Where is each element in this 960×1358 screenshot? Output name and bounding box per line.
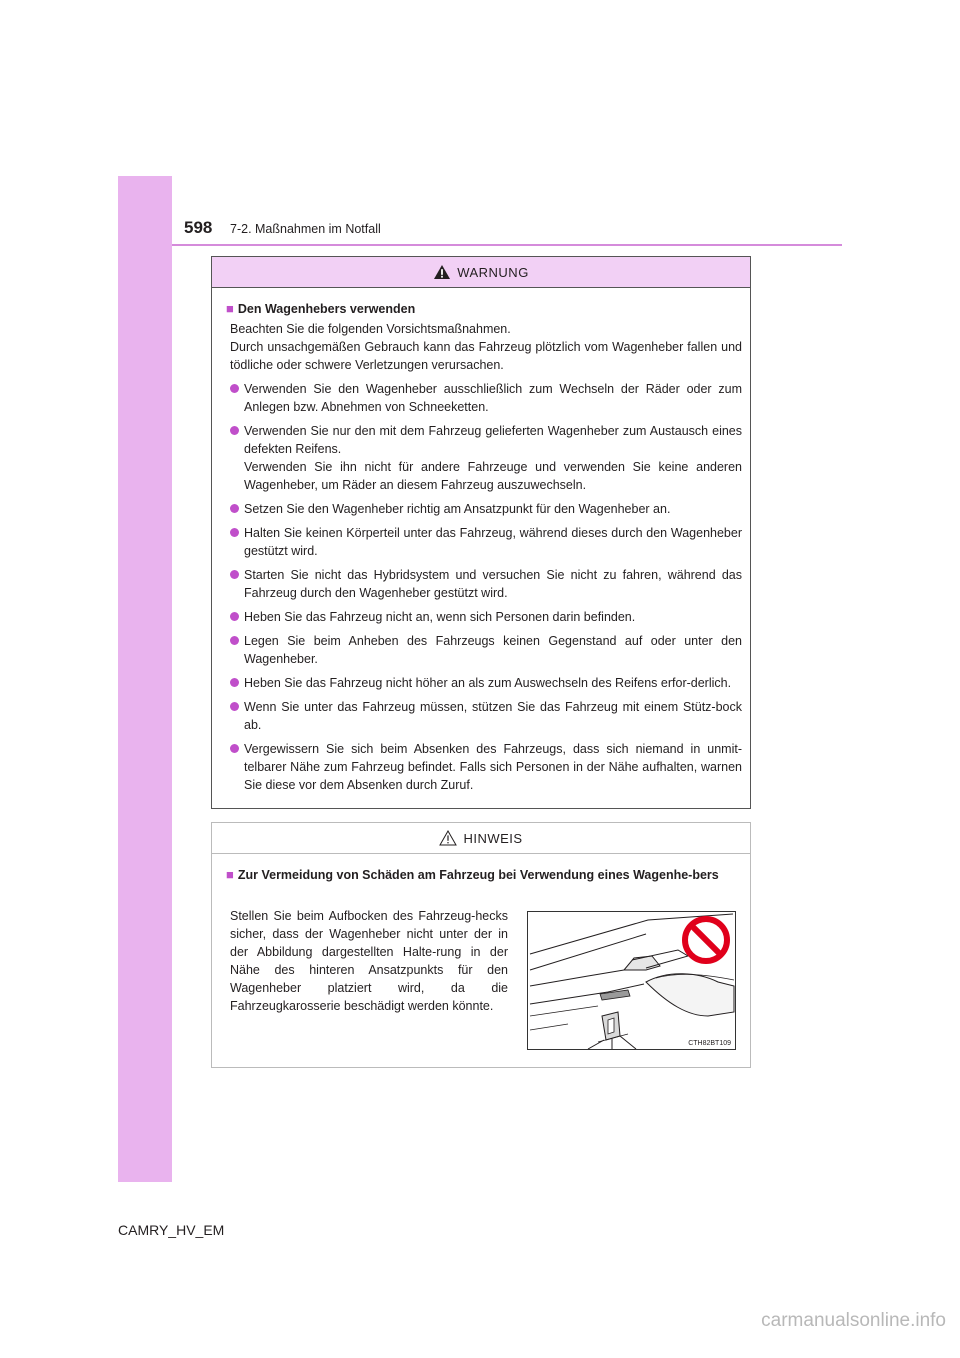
- notice-headline-text: Zur Vermeidung von Schäden am Fahrzeug bei Verwendung eines Wagenhe-bers: [237, 868, 719, 882]
- notice-title: HINWEIS: [463, 830, 523, 846]
- list-item-text: Wenn Sie unter das Fahrzeug müssen, stützen Sie das Fahrzeug mit einem Stütz-bock ab.: [244, 700, 742, 732]
- list-item-text: Verwenden Sie ihn nicht für andere Fahrzeuge und verwenden Sie keine anderen Wagenheber, um Räder an diesem Fahrzeug auszuwechseln.: [244, 460, 742, 492]
- figure-code: CTH82BT109: [688, 1040, 731, 1047]
- warning-intro-line: Durch unsachgemäßen Gebrauch kann das Fahrzeug plötzlich vom Wagenheber fallen und tödliche oder schwere Verletzungen verursachen.: [230, 340, 742, 372]
- bullet-dot-icon: [230, 612, 239, 621]
- list-item: [230, 608, 742, 626]
- vehicle-underbody-drawing: [528, 912, 735, 1049]
- list-item-text: Heben Sie das Fahrzeug nicht höher an als zum Auswechseln des Reifens erfor-derlich.: [244, 676, 732, 690]
- caution-triangle-icon: [439, 830, 457, 846]
- list-item-text: Verwenden Sie den Wagenheber ausschließlich zum Wechseln der Räder oder zum Anlegen bzw. Abnehmen von Schneeketten.: [244, 382, 742, 414]
- square-bullet-icon: ■: [226, 301, 234, 316]
- warning-header: [212, 257, 750, 288]
- list-item: [230, 380, 742, 416]
- warning-headline-text: Den Wagenhebers verwenden: [237, 302, 416, 316]
- list-item: [230, 740, 742, 794]
- prohibition-sign-icon: [685, 919, 727, 961]
- chapter-sidebar-tab: [118, 176, 172, 1182]
- list-item-text: Setzen Sie den Wagenheber richtig am Ansatzpunkt für den Wagenheber an.: [244, 502, 671, 516]
- notice-text: Stellen Sie beim Aufbocken des Fahrzeug-hecks sicher, dass der Wagenheber nicht unter der in der Abbildung dargestellten Halte-rung in der Nähe des hinteren Ansatzpunkts für den Wagenheber platziert wird, da die Fahrzeugkarosserie beschädigt werden könnte.: [230, 909, 508, 1013]
- warning-body: [212, 288, 750, 794]
- bullet-dot-icon: [230, 504, 239, 513]
- bullet-dot-icon: [230, 702, 239, 711]
- square-bullet-icon: ■: [226, 867, 234, 882]
- notice-body: [212, 854, 750, 884]
- warning-box: [211, 256, 751, 809]
- list-item: [230, 524, 742, 560]
- bullet-dot-icon: [230, 636, 239, 645]
- header-rule: [172, 244, 842, 246]
- list-item-text: Legen Sie beim Anheben des Fahrzeugs keinen Gegenstand auf oder unter den Wagenheber.: [244, 634, 742, 666]
- bullet-dot-icon: [230, 426, 239, 435]
- list-item-text: Halten Sie keinen Körperteil unter das Fahrzeug, während dieses durch den Wagenheber gestützt wird.: [244, 526, 742, 558]
- list-item: [230, 698, 742, 734]
- section-title: 7-2. Maßnahmen im Notfall: [230, 222, 381, 236]
- warning-title: WARNUNG: [457, 264, 529, 280]
- list-item-text: Vergewissern Sie sich beim Absenken des Fahrzeugs, dass sich niemand in unmit-telbarer Nähe zum Fahrzeug befindet. Falls sich Personen in der Nähe aufhalten, warnen Sie diese vor dem Absenken durch Zuruf.: [244, 742, 742, 792]
- list-item: [230, 500, 742, 518]
- watermark: carmanualsonline.info: [761, 1310, 946, 1331]
- bullet-dot-icon: [230, 570, 239, 579]
- warning-triangle-icon: [433, 264, 451, 280]
- list-item: [230, 674, 742, 692]
- list-item-text: Heben Sie das Fahrzeug nicht an, wenn sich Personen darin befinden.: [244, 610, 636, 624]
- warning-intro-line: Beachten Sie die folgenden Vorsichtsmaßnahmen.: [230, 322, 511, 336]
- bullet-dot-icon: [230, 384, 239, 393]
- list-item: [230, 422, 742, 494]
- notice-headline: [226, 866, 742, 884]
- warning-bullet-list: [226, 380, 742, 794]
- bullet-dot-icon: [230, 744, 239, 753]
- page-number: 598: [184, 218, 213, 237]
- bullet-dot-icon: [230, 528, 239, 537]
- warning-intro: [226, 320, 742, 374]
- model-code: CAMRY_HV_EM: [118, 1222, 225, 1238]
- list-item-text: Verwenden Sie nur den mit dem Fahrzeug gelieferten Wagenheber zum Austausch eines defekten Reifens.: [244, 424, 742, 456]
- notice-box: [211, 822, 751, 1068]
- warning-headline: [226, 300, 742, 318]
- jack-placement-illustration: [527, 911, 736, 1050]
- list-item: [230, 632, 742, 668]
- list-item: [230, 566, 742, 602]
- list-item-text: Starten Sie nicht das Hybridsystem und versuchen Sie nicht zu fahren, während das Fahrzeug durch den Wagenheber gestützt wird.: [244, 568, 742, 600]
- notice-header: [212, 823, 750, 854]
- bullet-dot-icon: [230, 678, 239, 687]
